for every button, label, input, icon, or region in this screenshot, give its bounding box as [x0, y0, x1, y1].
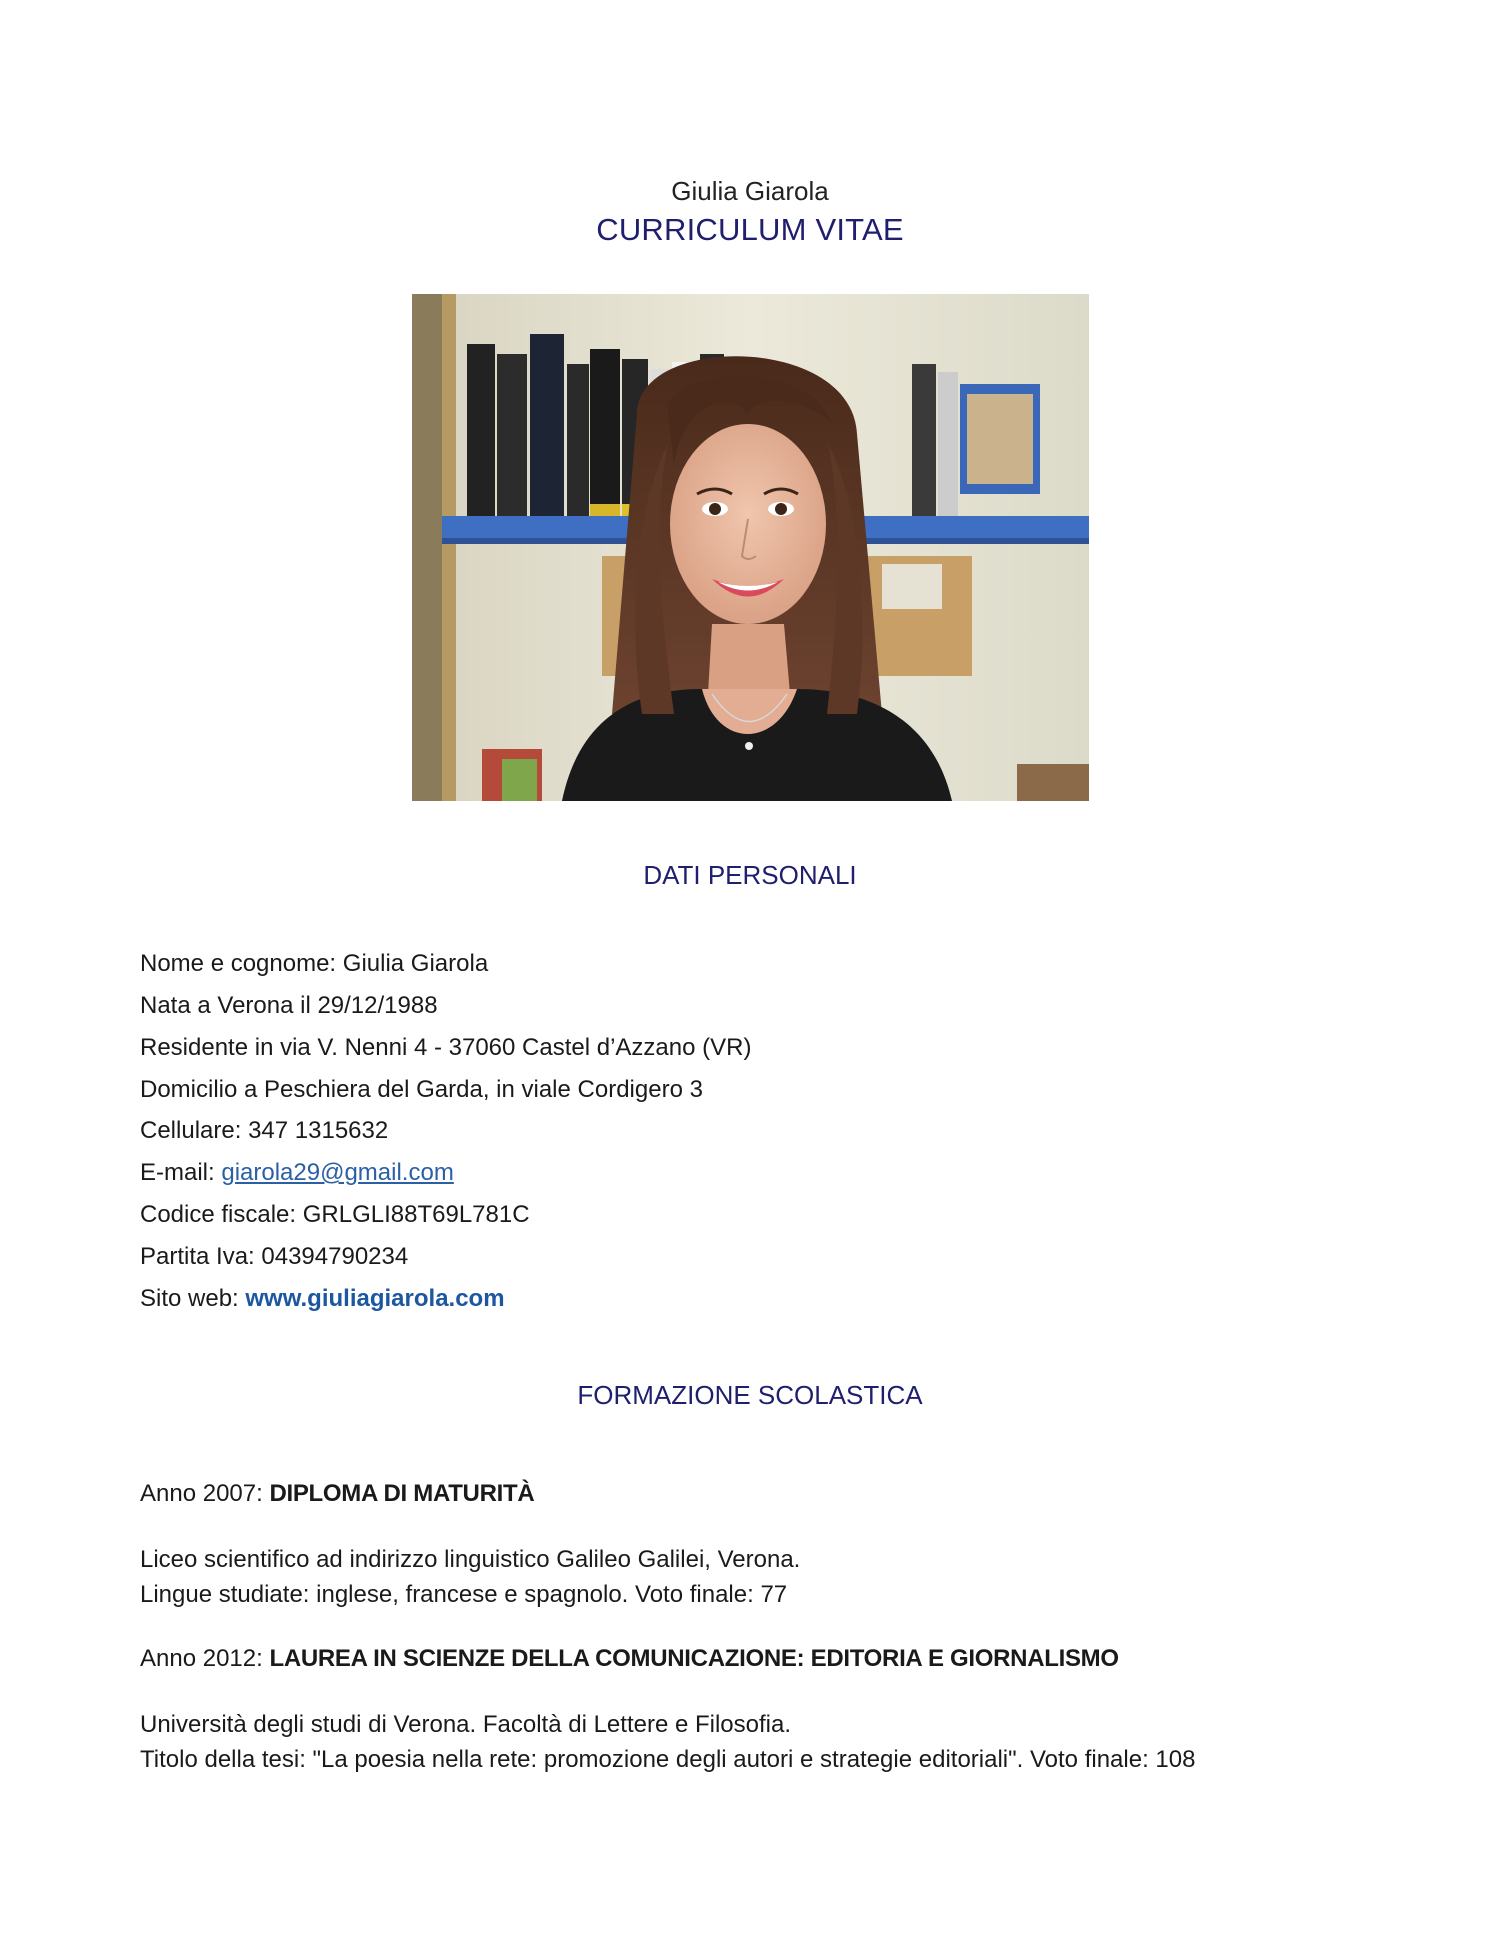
author-name: Giulia Giarola	[671, 176, 829, 206]
domicile-line: Domicilio a Peschiera del Garda, in viale Cordigero 3	[140, 1076, 703, 1103]
name-label: Nome e cognome:	[140, 950, 337, 977]
website-link[interactable]: www.giuliagiarola.com	[245, 1285, 505, 1312]
education-detail: Titolo della tesi: "La poesia nella rete: promozione degli autori e strategie editoriali". Voto finale: 108	[140, 1746, 1196, 1773]
vat-value: 04394790234	[261, 1243, 409, 1270]
education-degree: DIPLOMA DI MATURITÀ	[269, 1480, 535, 1507]
vat-line	[140, 1243, 408, 1271]
birth-line: Nata a Verona il 29/12/1988	[140, 992, 438, 1019]
email-line	[140, 1159, 454, 1187]
document-title: CURRICULUM VITAE	[596, 212, 904, 247]
name-line	[140, 950, 488, 978]
section-heading-personal: DATI PERSONALI	[643, 860, 857, 890]
website-line	[140, 1285, 505, 1313]
residence-line: Residente in via V. Nenni 4 - 37060 Castel d’Azzano (VR)	[140, 1034, 752, 1061]
tax-code-value: GRLGLI88T69L781C	[302, 1201, 530, 1228]
education-detail: Liceo scientifico ad indirizzo linguistico Galileo Galilei, Verona.	[140, 1546, 801, 1573]
education-degree: LAUREA IN SCIENZE DELLA COMUNICAZIONE: EDITORIA E GIORNALISMO	[269, 1645, 1119, 1672]
portrait-photo	[412, 294, 1089, 801]
education-detail: Università degli studi di Verona. Facoltà di Lettere e Filosofia.	[140, 1711, 792, 1738]
email-label: E-mail:	[140, 1159, 215, 1186]
email-link[interactable]: giarola29@gmail.com	[221, 1159, 454, 1186]
website-label: Sito web:	[140, 1285, 239, 1312]
tax-code-line	[140, 1201, 530, 1229]
education-year: Anno 2012:	[140, 1645, 263, 1672]
education-item-year	[140, 1480, 534, 1508]
tax-code-label: Codice fiscale:	[140, 1201, 297, 1228]
education-detail: Lingue studiate: inglese, francese e spagnolo. Voto finale: 77	[140, 1581, 788, 1608]
section-heading-education: FORMAZIONE SCOLASTICA	[577, 1380, 923, 1410]
phone-value: 347 1315632	[248, 1117, 389, 1144]
phone-line	[140, 1117, 388, 1145]
vat-label: Partita Iva:	[140, 1243, 255, 1270]
education-item-year	[140, 1645, 1119, 1673]
phone-label: Cellulare:	[140, 1117, 242, 1144]
name-value: Giulia Giarola	[342, 950, 489, 977]
education-year: Anno 2007:	[140, 1480, 263, 1507]
